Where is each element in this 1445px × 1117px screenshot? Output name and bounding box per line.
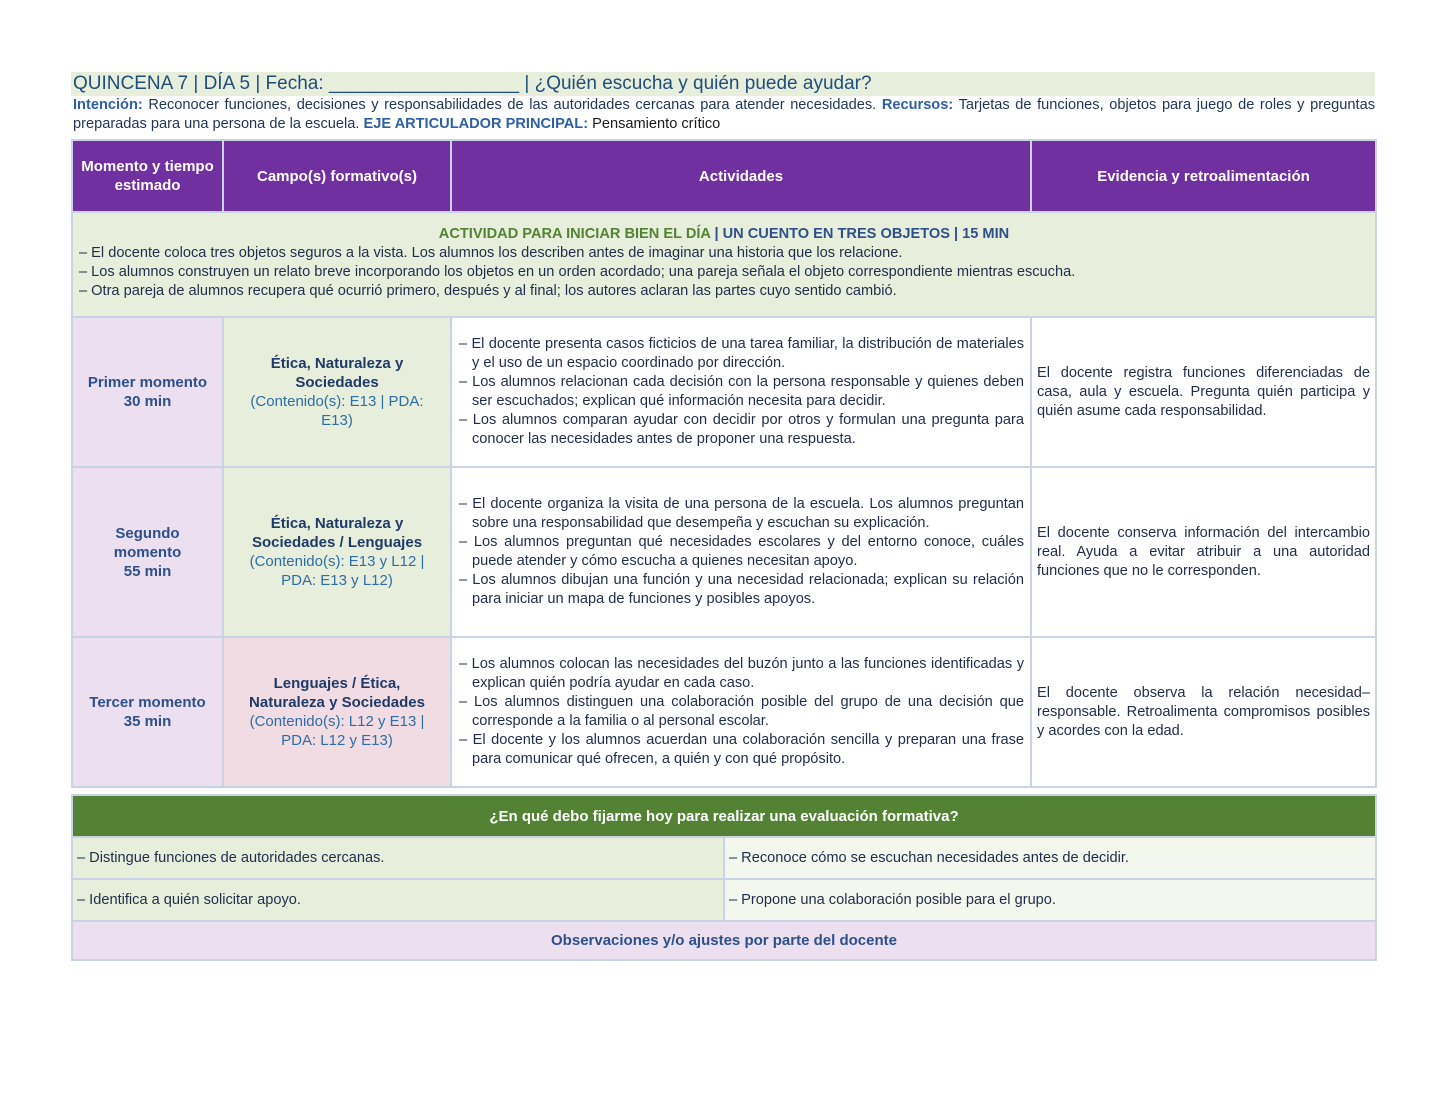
start-activity-title [79,225,1369,244]
col-header-evidence: Evidencia y retroalimentación [1031,140,1376,212]
intention-text: Reconocer funciones, decisiones y responsabilidades de las autoridades cercanas para atender necesidades. [148,97,877,113]
field-content: (Contenido(s): E13 y L12 | PDA: E13 y L12) [249,553,425,589]
evaluation-title: ¿En qué debo fijarme hoy para realizar una evaluación formativa? [72,795,1376,837]
col-header-field: Campo(s) formativo(s) [223,140,451,212]
evaluation-table [71,794,1377,961]
plan-table [71,139,1377,788]
table-row [72,467,1376,637]
field-cell [223,317,451,467]
field-cell [223,467,451,637]
axis-text: Pensamiento crítico [592,116,721,132]
field-cell [223,637,451,787]
resources-text: Tarjetas de funciones, objetos para juego de roles y preguntas preparadas para una persona de la escuela. [73,97,1375,132]
field-content: (Contenido(s): E13 | PDA: E13) [250,393,424,429]
axis-label: EJE ARTICULADOR PRINCIPAL: [363,116,589,132]
list-item: – El docente presenta casos ficticios de una tarea familiar, la distribución de materiales y el uso de un espacio coordinado por dirección. [459,336,1024,371]
evaluation-item: – Distingue funciones de autoridades cercanas. [72,837,724,879]
list-item: – Los alumnos construyen un relato breve incorporando los objetos en un orden acordado; una pareja señala el objeto correspondiente mientras escucha. [79,263,1076,280]
table-row [72,317,1376,467]
evidence-cell: El docente registra funciones diferenciadas de casa, aula y escuela. Pregunta quién participa y quién asume cada responsabilidad. [1031,317,1376,467]
field-content: (Contenido(s): L12 y E13 | PDA: L12 y E13) [249,713,425,749]
moment-label: Segundo momento [113,524,182,561]
start-activity-cell [72,212,1376,317]
list-item: – Los alumnos dibujan una función y una necesidad relacionada; explican su relación para iniciar un mapa de funciones y posibles apoyos. [459,572,1024,607]
intention-label: Intención: [73,97,143,113]
list-item: – El docente coloca tres objetos seguros a la vista. Los alumnos los describen antes de imaginar una historia que los relacione. [79,244,903,261]
moment-time: 55 min [123,562,172,580]
intro-paragraph [71,96,1375,134]
start-activity-row [72,212,1376,317]
list-item: – El docente organiza la visita de una persona de la escuela. Los alumnos preguntan sobre una responsabilidad que desempeña y escuchan su explicación. [459,496,1024,531]
moment-cell [72,317,223,467]
start-title-rest: | UN CUENTO EN TRES OBJETOS | 15 MIN [714,225,1010,242]
moment-time: 30 min [123,393,172,410]
field-name: Lenguajes / Ética, Naturaleza y Sociedades [249,675,425,711]
list-item: – Los alumnos comparan ayudar con decidir por otros y formulan una pregunta para conocer las necesidades antes de proponer una respuesta. [459,412,1024,447]
evaluation-item: – Identifica a quién solicitar apoyo. [72,879,724,921]
activities-cell [451,637,1031,787]
moment-label: Primer momento [87,374,208,391]
evidence-cell: El docente conserva información del intercambio real. Ayuda a evitar atribuir a una autoridad funciones que no le corresponden. [1031,467,1376,637]
col-header-moment: Momento y tiempo estimado [72,140,223,212]
observations-label: Observaciones y/o ajustes por parte del docente [72,921,1376,960]
activities-cell [451,317,1031,467]
moment-time: 35 min [123,713,172,730]
moment-label: Tercer momento [89,694,206,711]
evaluation-item: – Propone una colaboración posible para el grupo. [724,879,1376,921]
moment-cell [72,467,223,637]
resources-label: Recursos: [881,97,954,113]
list-item: – El docente y los alumnos acuerdan una colaboración sencilla y preparan una frase para comunicar qué ofrecen, a quién y con qué propósito. [459,732,1024,767]
col-header-activities: Actividades [451,140,1031,212]
plan-header-row [72,140,1376,212]
activities-cell [451,467,1031,637]
table-row [72,637,1376,787]
field-name: Ética, Naturaleza y Sociedades [270,355,404,391]
list-item: – Los alumnos preguntan qué necesidades escolares y del entorno conoce, cuáles puede atender y cómo escucha a quienes necesitan apoyo. [459,534,1024,569]
evaluation-item: – Reconoce cómo se escuchan necesidades antes de decidir. [724,837,1376,879]
list-item: – Los alumnos relacionan cada decisión con la persona responsable y quienes deben ser escuchados; explican qué información necesita para decidir. [459,374,1024,409]
start-title-green: ACTIVIDAD PARA INICIAR BIEN EL DÍA [438,225,711,242]
evidence-cell: El docente observa la relación necesidad–responsable. Retroalimenta compromisos posibles y acordes con la edad. [1031,637,1376,787]
page-header [71,72,1375,134]
list-item: – Los alumnos colocan las necesidades del buzón junto a las funciones identificadas y explican quién podría ayudar en cada caso. [459,656,1024,691]
field-name: Ética, Naturaleza y Sociedades / Lenguajes [251,515,423,551]
page-title: QUINCENA 7 | DÍA 5 | Fecha: __________________ | ¿Quién escucha y quién puede ayudar? [71,72,1375,96]
moment-cell [72,637,223,787]
list-item: – Los alumnos distinguen una colaboración posible del grupo de una decisión que corresponde a la familia o al personal escolar. [459,694,1024,729]
list-item: – Otra pareja de alumnos recupera qué ocurrió primero, después y al final; los autores aclaran las partes cuyo sentido cambió. [79,282,897,299]
